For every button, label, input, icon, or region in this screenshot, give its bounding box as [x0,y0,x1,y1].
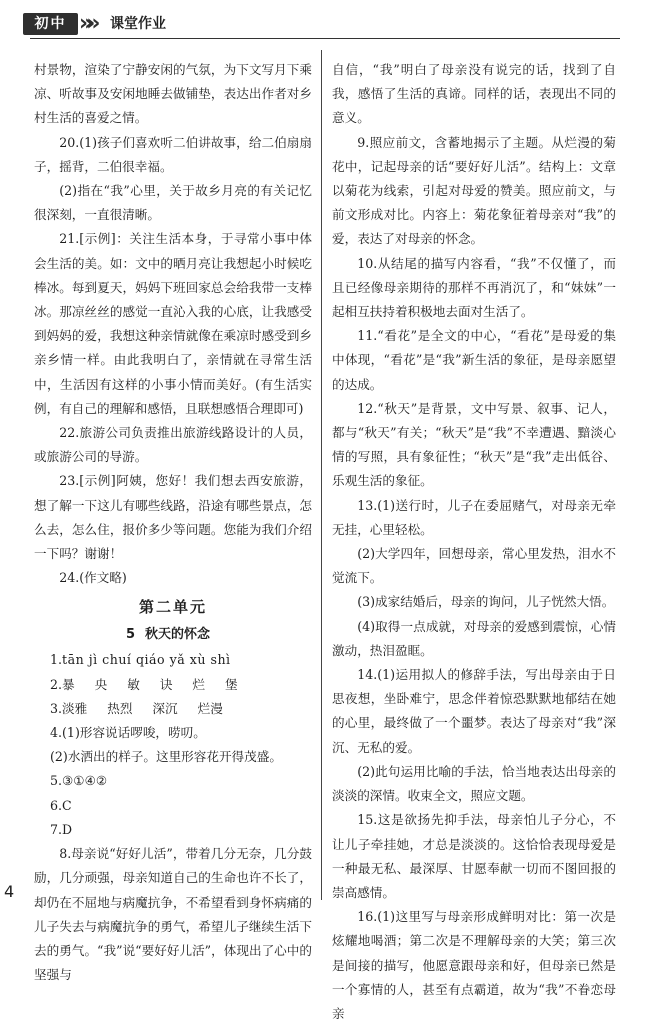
answer-12: 12.“秋天”是背景，文中写景、叙事、记人，都与“秋天”有关；“秋天”是“我”不幸遭遇、黯淡心情的写照，具有象征性；“秋天”是“我”走出低谷、乐观生活的象征。 [332,400,616,489]
answer-13-2: (2)大学四年，回想母亲，常心里发热，泪水不觉流下。 [332,546,616,586]
answer-10: 10.从结尾的描写内容看，“我”不仅懂了，而且已经像母亲期待的那样不再消沉了，和“妹妹”一起相互扶持着积极地去面对生活了。 [332,255,616,320]
lesson-heading [34,622,312,648]
answer-4-1: 4.(1)形容说话啰唆，唠叨。 [50,725,206,741]
answer-21: 21.[示例]：关注生活本身，于寻常小事中体会生活的美。如：文中的晒月亮让我想起小时候吃棒冰。每到夏天，妈妈下班回家总会给我带一支棒冰。那凉丝丝的感觉一直沁入我的心底，让我感受到妈妈的爱，我想这种亲情就像在乘凉时感受到乡亲乡情一样。由此我明白了，亲情就在寻常生活中，生活因有这样的小事小情而美好。(有生活实例，有自己的理解和感悟，且联想感悟合理即可) [34,231,312,416]
lesson-title: 秋天的怀念 [145,627,211,643]
answer-13-3: (3)成家结婚后，母亲的询问，儿子恍然大悟。 [357,594,615,610]
answer-9: 9.照应前文，含蓄地揭示了主题。从烂漫的菊花中，记起母亲的话“要好好儿活”。结构上：文章以菊花为线索，引起对母爱的赞美。照应前文，与前文形成对比。内容上：菊花象征着母亲对“我”的爱，表达了对母亲的怀念。 [332,134,616,247]
answer-5: 5.③①④② [50,773,108,789]
answer-20-1: 20.(1)孩子们喜欢听二伯讲故事，给二伯扇扇子，摇背，二伯很幸福。 [34,134,312,174]
answer-20-2: (2)指在“我”心里，关于故乡月亮的有关记忆很深刻，一直很清晰。 [34,183,312,223]
answer-paragraph: 村景物，渲染了宁静安闲的气氛，为下文写月下乘凉、听故事及安闲地睡去做铺垫，表达出作者对乡村生活的喜爱之情。 [34,62,312,126]
answer-23: 23.[示例]阿姨，您好！我们想去西安旅游，想了解一下这儿有哪些线路，沿途有哪些景点，怎么去，怎么住，报价多少等问题。您能为我们介绍一下吗？谢谢！ [34,473,312,562]
answer-11: 11.“看花”是全文的中心，“看花”是母爱的集中体现，“看花”是“我”新生活的象征，是母亲愿望的达成。 [332,328,616,392]
lesson-number: 5 [125,627,136,643]
double-chevron-icon: »» [79,10,105,38]
left-column [34,58,312,987]
answer-2: 2.暴 央 敏 诀 烂 堡 [50,676,238,692]
character-answers: 暴 央 敏 诀 烂 堡 [62,676,238,692]
answer-16-1: 16.(1)这里写与母亲形成鲜明对比：第一次是炫耀地喝酒；第二次是不理解母亲的大笑；第三次是间接的描写，他愿意跟母亲和好，但母亲已然是一个寡情的人，甚至有点霸道，故为“我”不眷恋母亲 [332,909,616,1021]
page-number: 4 [4,882,15,901]
answer-13-1: 13.(1)送行时，儿子在委屈赌气，对母亲无牵无挂，心里轻松。 [332,497,616,537]
answer-8-continued: 自信，“我”明白了母亲没有说完的话，找到了自我，感悟了生活的真谛。同样的话，表现出不同的意义。 [332,62,616,126]
answer-24: 24.(作文略) [59,570,127,586]
answer-7: 7.D [50,821,73,837]
answer-22: 22.旅游公司负责推出旅游线路设计的人员，或旅游公司的导游。 [34,425,312,465]
grade-badge: 初中 [23,13,78,35]
answer-3: 3.淡雅 热烈 深沉 烂漫 [50,700,223,716]
column-divider [321,50,322,900]
answer-15: 15.这是欲扬先抑手法，母亲怕儿子分心，不让儿子牵挂她，才总是淡淡的。这恰恰表现母爱是一种最无私、最深厚、甘愿奉献一切而不图回报的崇高感情。 [332,812,616,900]
pinyin-answers: tān jì chuí qiáo yǎ xù shì [62,652,231,668]
answer-4-2: (2)水洒出的样子。这里形容花开得茂盛。 [50,749,282,765]
answer-14-1: 14.(1)运用拟人的修辞手法，写出母亲由于日思夜想，坐卧难宁，思念伴着惊恐默默地郁结在她的心里，最终做了一个噩梦。表达了母亲对“我”深沉、无私的爱。 [332,667,616,755]
word-answers: 淡雅 热烈 深沉 烂漫 [62,700,223,716]
right-column [332,58,616,1026]
answer-8: 8.母亲说“好好儿活”，带着几分无奈，几分鼓励，几分顽强，母亲知道自己的生命也许不长了，却仍在不屈地与病魔抗争，不希望看到身怀病痛的儿子失去与病魔抗争的勇气，希望儿子继续生活下去的勇气。“我”说“要好好儿活”，体现出了心中的坚强与 [34,846,312,983]
answer-14-2: (2)此句运用比喻的手法，恰当地表达出母亲的淡淡的深情。收束全文，照应文题。 [332,763,616,804]
page-header [0,8,646,38]
unit-title: 第二单元 [138,598,207,617]
answer-1: 1.tān jì chuí qiáo yǎ xù shì [50,652,231,668]
answer-6: 6.C [50,797,72,813]
header-rule [30,38,620,39]
header-title: 课堂作业 [110,16,166,32]
answer-13-4: (4)取得一点成就，对母亲的爱感到震惊，心情激动，热泪盈眶。 [332,618,616,658]
